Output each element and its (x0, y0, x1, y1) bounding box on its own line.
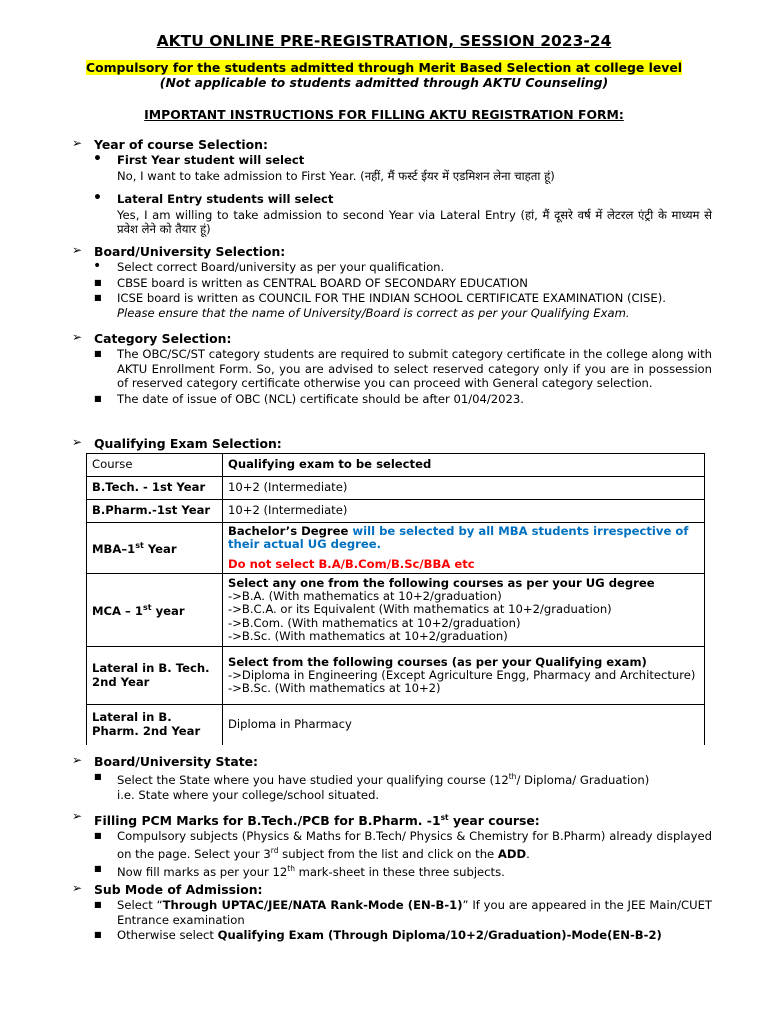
section-board (72, 244, 712, 320)
table-row (87, 477, 705, 500)
arrow-bullet-icon: ➢ (72, 330, 83, 344)
arrow-bullet-icon: ➢ (72, 881, 83, 895)
section-year (72, 137, 712, 237)
section-heading: ➢ Year of course Selection: (72, 136, 268, 152)
arrow-bullet-icon: ➢ (72, 809, 83, 823)
square-bullet-icon: ■ (94, 393, 102, 403)
instructions-heading: IMPORTANT INSTRUCTIONS FOR FILLING AKTU REGISTRATION FORM: (144, 107, 624, 122)
subtitle-highlight: Compulsory for the students admitted through Merit Based Selection at college level (85, 60, 683, 75)
arrow-bullet-icon: ➢ (72, 243, 83, 257)
list-item: ■ Select “Through UPTAC/JEE/NATA Rank-Mode (EN-B-1)” If you are appeared in the JEE Main/CUET Entrance examination (94, 898, 712, 927)
course-cell: B.Pharm.-1st Year (87, 500, 223, 523)
section-heading: ➢ Board/University Selection: (72, 243, 286, 259)
qualifying-exam-table (86, 453, 705, 745)
list-item: ■ Otherwise select Qualifying Exam (Through Diploma/10+2/Graduation)-Mode(EN-B-2) (94, 928, 662, 942)
table-row (87, 705, 705, 745)
page-title: AKTU ONLINE PRE-REGISTRATION, SESSION 2023-24 (156, 32, 612, 50)
course-cell: Lateral in B. Tech. 2nd Year (87, 647, 223, 705)
list-item: • First Year student will select (93, 151, 305, 167)
square-bullet-icon: ■ (94, 863, 102, 873)
list-item-text: Yes, I am willing to take admission to second Year via Lateral Entry (हां, मैं दूसरे वर्ष में लेटरल एंट्री के माध्यम से प्रवेश लेने को तैयार हूं) (117, 207, 712, 236)
list-item: ■ Select the State where you have studied your qualifying course (12th/ Diploma/ Graduation) (94, 772, 650, 787)
arrow-bullet-icon: ➢ (72, 136, 83, 150)
list-item-text: i.e. State where your college/school situated. (117, 788, 380, 803)
table-row (87, 500, 705, 523)
table-row (87, 523, 705, 574)
square-bullet-icon: ■ (94, 349, 102, 358)
bullet-icon: • (93, 190, 102, 206)
section-heading: ➢ Qualifying Exam Selection: (72, 435, 282, 451)
section-qualifying (72, 436, 712, 451)
square-bullet-icon: ■ (94, 930, 102, 939)
table-row (87, 647, 705, 705)
list-item: ■ The date of issue of OBC (NCL) certificate should be after 01/04/2023. (94, 391, 524, 406)
exam-cell: 10+2 (Intermediate) (223, 477, 705, 500)
section-heading: ➢ Board/University State: (72, 753, 258, 769)
bullet-icon: • (93, 151, 102, 167)
section-heading: ➢ Sub Mode of Admission: (72, 881, 263, 897)
exam-cell: Bachelor’s Degree will be selected by all MBA students irrespective of their actual UG degree. Do not select B.A/B.Com/B.Sc/BBA etc (223, 523, 705, 574)
square-bullet-icon: ■ (94, 277, 102, 287)
square-bullet-icon: ■ (94, 772, 102, 781)
square-bullet-icon: ■ (94, 293, 102, 302)
list-item: ■ CBSE board is written as CENTRAL BOARD OF SECONDARY EDUCATION (94, 275, 528, 290)
list-item: ■ Now fill marks as per your 12th mark-sheet in these three subjects. (94, 863, 505, 879)
section-heading: ➢ Filling PCM Marks for B.Tech./PCB for B.Pharm. -1st year course: (72, 809, 540, 829)
section-state (72, 754, 712, 803)
list-item: • Select correct Board/university as per your qualification. (93, 258, 445, 274)
list-item: ■ ICSE board is written as COUNCIL FOR THE INDIAN SCHOOL CERTIFICATE EXAMINATION (CISE). (94, 291, 666, 305)
table-header-row (87, 454, 705, 477)
course-cell: MBA–1st Year (87, 523, 223, 574)
bullet-icon: • (93, 258, 102, 274)
arrow-bullet-icon: ➢ (72, 435, 83, 449)
square-bullet-icon: ■ (94, 900, 102, 909)
table-header-cell: Course (87, 454, 223, 477)
table-header-cell: Qualifying exam to be selected (223, 454, 705, 477)
table-row (87, 574, 705, 647)
section-pcm (72, 810, 712, 879)
course-cell: MCA – 1st year (87, 574, 223, 647)
exam-cell: Select from the following courses (as per your Qualifying exam) ->Diploma in Engineering (Except Agriculture Engg, Pharmacy and Architecture) ->B.Sc. (With mathematics at 10+2) (223, 647, 705, 705)
list-item: ■ The OBC/SC/ST category students are required to submit category certificate in the college along with AKTU Enrollment Form. So, you are advised to select reserved category only if you are in possession of reserved category certificate otherwise you can proceed with General category selection. (94, 347, 712, 390)
arrow-bullet-icon: ➢ (72, 753, 83, 767)
list-item-text: No, I want to take admission to First Year. (नहीं, मैं फर्स्ट ईयर में एडमिशन लेना चाहता हूं) (117, 168, 555, 183)
exam-cell: Diploma in Pharmacy (223, 705, 705, 745)
course-cell: B.Tech. - 1st Year (87, 477, 223, 500)
list-item: • Lateral Entry students will select (93, 190, 334, 206)
exam-cell: Select any one from the following courses as per your UG degree ->B.A. (With mathematics at 10+2/graduation) ->B.C.A. or its Equivalent (With mathematics at 10+2/graduation) ->B.Com. (With mathematics at 10+2/graduation) ->B.Sc. (With mathematics at 10+2/graduation) (223, 574, 705, 647)
list-item: ■ Compulsory subjects (Physics & Maths for B.Tech/ Physics & Chemistry for B.Pharm) already displayed on the page. Select your 3rd subject from the list and click on the ADD. (94, 829, 712, 861)
course-cell: Lateral in B. Pharm. 2nd Year (87, 705, 223, 745)
section-heading: ➢ Category Selection: (72, 330, 232, 346)
section-category (72, 331, 712, 406)
section-submode (72, 882, 712, 943)
exam-cell: 10+2 (Intermediate) (223, 500, 705, 523)
square-bullet-icon: ■ (94, 831, 102, 841)
subtitle-note: (Not applicable to students admitted through AKTU Counseling) (159, 75, 609, 90)
board-note: Please ensure that the name of University/Board is correct as per your Qualifying Exam. (117, 305, 630, 320)
